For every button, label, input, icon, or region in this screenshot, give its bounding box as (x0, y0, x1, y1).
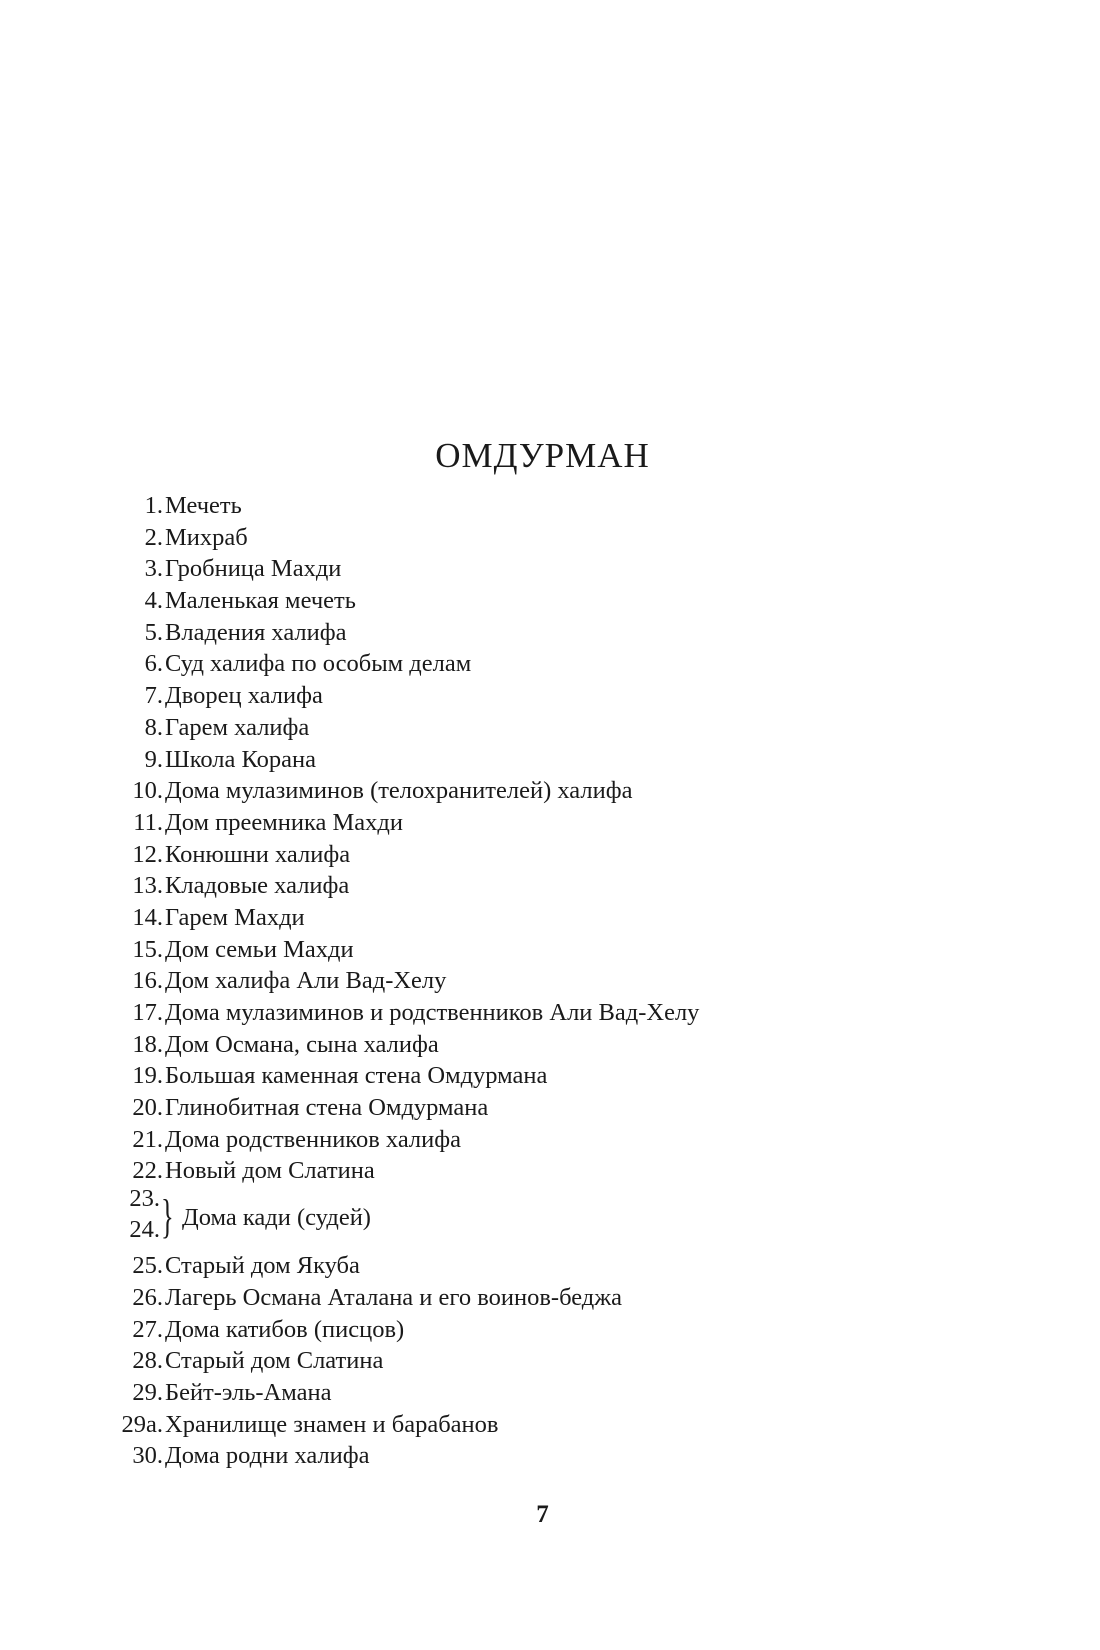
page-title: ОМДУРМАН (435, 436, 650, 475)
item-number: 23. (129, 1185, 160, 1213)
item-label: Кладовые халифа (165, 872, 350, 900)
item-number: 3. (144, 555, 163, 583)
list-item (0, 902, 1100, 934)
item-label: Дома катибов (писцов) (165, 1315, 405, 1343)
item-number: 17. (132, 999, 163, 1026)
item-number: 19. (132, 1062, 163, 1090)
item-label: Маленькая мечеть (165, 587, 356, 615)
item-label: Дом Османа, сына халифа (165, 1030, 439, 1058)
item-number: 30. (132, 1442, 163, 1470)
list-item (0, 997, 1100, 1029)
item-label: Дома кади (судей) (182, 1204, 371, 1232)
list-item (0, 1345, 1100, 1377)
item-label: Гарем Махди (165, 903, 305, 931)
item-label: Дома родни халифа (165, 1442, 370, 1470)
item-label: Дома мулазиминов (телохранителей) халифа (165, 777, 633, 805)
item-label: Лагерь Османа Аталана и его воинов-беджа (165, 1283, 623, 1311)
item-number: 22. (132, 1157, 163, 1185)
list-item (0, 1124, 1100, 1156)
list-item-grouped (0, 1187, 1100, 1250)
item-label: Дома мулазиминов и родственников Али Вад-Хелу (165, 999, 700, 1026)
list-item (0, 965, 1100, 997)
item-number: 29а. (121, 1410, 163, 1438)
item-label: Большая каменная стена Омдурмана (165, 1062, 548, 1090)
list-item (0, 744, 1100, 776)
item-label: Дома родственников халифа (165, 1125, 462, 1153)
list-item (0, 553, 1100, 585)
item-number: 2. (144, 523, 163, 551)
list-item (0, 1250, 1100, 1282)
list-item (0, 839, 1100, 871)
item-number: 1. (144, 492, 163, 519)
list-item (0, 1409, 1100, 1441)
item-number: 7. (144, 682, 163, 710)
item-number: 25. (132, 1252, 163, 1280)
item-label: Хранилище знамен и барабанов (165, 1410, 499, 1438)
item-label: Старый дом Слатина (165, 1347, 384, 1375)
curly-brace: } (161, 1190, 174, 1244)
item-number: 13. (132, 872, 163, 900)
item-label: Бейт-эль-Амана (165, 1378, 332, 1406)
legend-list (0, 490, 1100, 1472)
item-label: Гробница Махди (165, 555, 342, 583)
list-item (0, 1440, 1100, 1472)
list-item (0, 1377, 1100, 1409)
list-item (0, 1029, 1100, 1061)
page-number: 7 (536, 1501, 549, 1528)
item-number: 6. (144, 650, 163, 678)
item-label: Новый дом Слатина (165, 1157, 375, 1185)
list-item (0, 712, 1100, 744)
list-item (0, 775, 1100, 807)
list-item (0, 870, 1100, 902)
item-label: Гарем халифа (165, 713, 310, 741)
item-number: 29. (132, 1378, 163, 1406)
item-number: 15. (132, 935, 163, 963)
item-number: 9. (144, 745, 163, 773)
item-label: Дом халифа Али Вад-Хелу (165, 967, 447, 995)
list-item (0, 1282, 1100, 1314)
list-item (0, 490, 1100, 522)
item-number: 27. (132, 1315, 163, 1343)
item-number: 16. (132, 967, 163, 995)
list-item (0, 617, 1100, 649)
item-number: 12. (132, 840, 163, 868)
item-label: Мечеть (165, 492, 242, 519)
item-label: Дом преемника Махди (165, 808, 403, 836)
item-number: 10. (132, 777, 163, 805)
item-number: 21. (132, 1125, 163, 1153)
item-number: 5. (144, 618, 163, 646)
item-label: Суд халифа по особым делам (165, 650, 472, 678)
list-item (0, 1314, 1100, 1346)
item-label: Глинобитная стена Омдурмана (165, 1094, 489, 1122)
list-item (0, 680, 1100, 712)
list-item (0, 807, 1100, 839)
list-item (0, 585, 1100, 617)
item-number: 8. (144, 713, 163, 741)
item-label: Школа Корана (165, 745, 317, 773)
item-number: 4. (144, 587, 163, 615)
item-label: Дом семьи Махди (165, 935, 354, 963)
item-number: 18. (132, 1030, 163, 1058)
item-label: Конюшни халифа (165, 840, 351, 868)
list-item (0, 934, 1100, 966)
grouped-numbers (129, 1183, 160, 1245)
item-label: Владения халифа (165, 618, 347, 646)
list-item (0, 522, 1100, 554)
item-number: 20. (132, 1094, 163, 1122)
list-item (0, 1155, 1100, 1187)
item-label: Михраб (165, 523, 248, 551)
item-number: 28. (132, 1347, 163, 1375)
item-number: 24. (129, 1216, 160, 1244)
item-label: Дворец халифа (165, 682, 323, 710)
list-item (0, 1060, 1100, 1092)
item-number: 26. (132, 1283, 163, 1311)
item-number: 14. (132, 903, 163, 931)
item-label: Старый дом Якуба (165, 1252, 360, 1280)
item-number: 11. (133, 808, 163, 836)
list-item (0, 648, 1100, 680)
list-item (0, 1092, 1100, 1124)
